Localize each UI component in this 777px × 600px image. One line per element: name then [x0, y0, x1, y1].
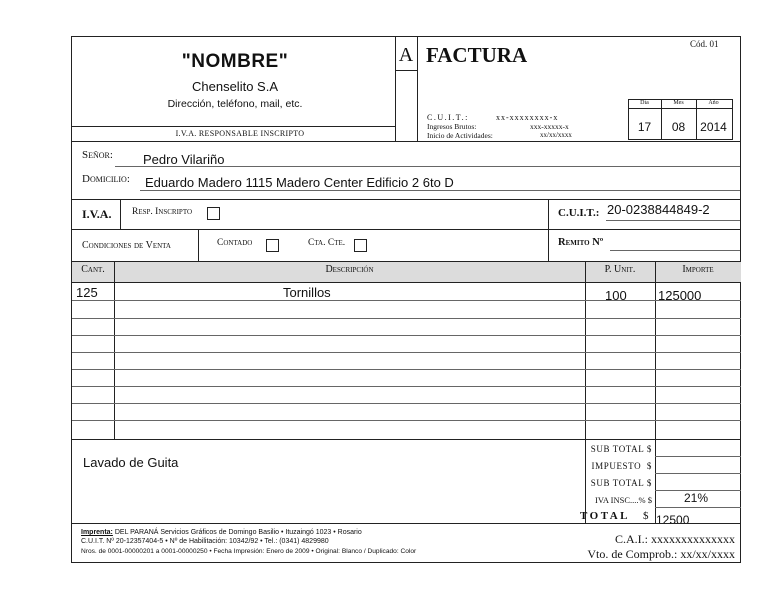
- date-mes-label: Mes: [673, 100, 684, 106]
- note-text[interactable]: Lavado de Guita: [83, 455, 179, 470]
- date-anio-value[interactable]: 2014: [700, 120, 727, 134]
- totals-line: [655, 473, 741, 474]
- senor-value[interactable]: Pedro Vilariño: [143, 152, 225, 167]
- total-label: TOTAL: [580, 510, 630, 522]
- cuit-sep: [548, 199, 549, 229]
- iva-row-top: [72, 199, 741, 200]
- cta-cte-label: Cta. Cte.: [308, 238, 346, 248]
- imprenta-line3: Nros. de 0001-00000201 a 0001-00000250 • Fecha Impresión: Enero de 2009 • Original: Blanco / Duplicado: Color: [81, 548, 417, 555]
- row-line: [72, 386, 741, 387]
- header-bottom-line: [72, 141, 741, 142]
- row-line: [72, 335, 741, 336]
- col-sep-cant: [114, 261, 115, 439]
- date-box-divider: [628, 108, 732, 109]
- domicilio-label: Domicilio:: [82, 173, 130, 185]
- client-cuit-line: [606, 220, 740, 221]
- header-cant: Cant.: [81, 264, 105, 275]
- row-line: [72, 403, 741, 404]
- date-mes-value[interactable]: 08: [671, 120, 686, 134]
- subtotal2-label: SUB TOTAL $: [590, 478, 652, 488]
- row-line: [72, 300, 741, 301]
- header-descripcion: Descripción: [325, 264, 374, 275]
- cta-cte-checkbox[interactable]: [354, 239, 367, 252]
- items-bottom-line: [72, 439, 741, 440]
- remito-line: [610, 250, 740, 251]
- company-info: Dirección, teléfono, mail, etc.: [167, 98, 303, 110]
- footer-top-line: [72, 523, 741, 524]
- company-name: "NOMBRE": [181, 51, 289, 72]
- condiciones-label: Condiciones de Venta: [82, 240, 171, 251]
- iva-label: I.V.A.: [82, 207, 112, 221]
- ingresos-brutos-label: Ingresos Brutos:: [427, 122, 477, 131]
- total-currency: $: [643, 510, 649, 522]
- row1-cant[interactable]: 125: [76, 285, 98, 300]
- vto-text: Vto. de Comprob.: xx/xx/xxxx: [587, 547, 735, 561]
- row1-importe[interactable]: 125000: [658, 288, 702, 303]
- cod-label: Cód. 01: [690, 39, 719, 49]
- totals-line: [655, 456, 741, 457]
- imprenta-line1: [81, 529, 362, 536]
- row-line: [72, 369, 741, 370]
- client-cuit-value[interactable]: 20-0238844849-2: [607, 202, 710, 217]
- remito-sep: [548, 229, 549, 261]
- header-importe: Importe: [682, 264, 714, 275]
- doc-type: FACTURA: [426, 43, 528, 67]
- impuesto-label: IMPUESTO $: [591, 461, 652, 471]
- date-anio-label: Año: [708, 100, 719, 106]
- date-dia-value[interactable]: 17: [637, 120, 652, 134]
- contado-checkbox[interactable]: [266, 239, 279, 252]
- letter-box-right: [417, 36, 418, 141]
- row-line: [72, 318, 741, 319]
- row1-descripcion[interactable]: Tornillos: [283, 285, 331, 300]
- ingresos-brutos-value: xxx-xxxxx-x: [530, 122, 569, 131]
- letter-box-bottom: [395, 70, 417, 71]
- row-line: [72, 420, 741, 421]
- senor-label: Señor:: [82, 149, 113, 161]
- emisor-cuit-value: xx-xxxxxxxx-x: [496, 113, 559, 122]
- iva-insc-value[interactable]: 21%: [684, 491, 709, 505]
- inicio-actividades-value: xx/xx/xxxx: [540, 131, 572, 139]
- domicilio-value[interactable]: Eduardo Madero 1115 Madero Center Edificio 2 6to D: [145, 175, 454, 190]
- header-p-unit: P. Unit.: [604, 264, 636, 275]
- client-cuit-label: C.U.I.T.:: [558, 207, 600, 219]
- resp-inscripto-label: Resp. Inscripto: [132, 207, 193, 217]
- remito-label: Remito Nº: [558, 237, 604, 248]
- iva-responsable-label: I.V.A. RESPONSABLE INSCRIPTO: [175, 129, 305, 138]
- condiciones-row-top: [72, 229, 741, 230]
- inicio-actividades-label: Inicio de Actividades:: [427, 131, 493, 140]
- cai-text: C.A.I.: xxxxxxxxxxxxxx: [615, 532, 735, 546]
- company-subname: Chenselito S.A: [192, 79, 278, 94]
- row-line: [72, 352, 741, 353]
- subtotal1-label: SUB TOTAL $: [590, 444, 652, 454]
- row1-p-unit[interactable]: 100: [605, 288, 627, 303]
- totals-line: [655, 507, 741, 508]
- header-bottom-left-line: [72, 126, 395, 127]
- imprenta-line2: C.U.I.T. Nº 20-12357404-5 • Nº de Habilitación: 10342/92 • Tel.: (0341) 4829980: [81, 538, 329, 545]
- date-dia-label: Día: [640, 100, 649, 106]
- contado-label: Contado: [217, 238, 253, 248]
- invoice-letter: A: [398, 44, 414, 66]
- imprenta-text: DEL PARANÁ Servicios Gráficos de Domingo Basilio • Ituzaingó 1023 • Rosario: [114, 529, 362, 536]
- iva-insc-label: IVA INSC....% $: [595, 495, 652, 505]
- iva-sep: [120, 199, 121, 229]
- total-value[interactable]: 12500: [656, 513, 690, 527]
- condiciones-sep: [198, 229, 199, 261]
- imprenta-label: Imprenta:: [81, 529, 113, 536]
- emisor-cuit-label: C.U.I.T.:: [427, 113, 469, 122]
- domicilio-line: [140, 190, 740, 191]
- resp-inscripto-checkbox[interactable]: [207, 207, 220, 220]
